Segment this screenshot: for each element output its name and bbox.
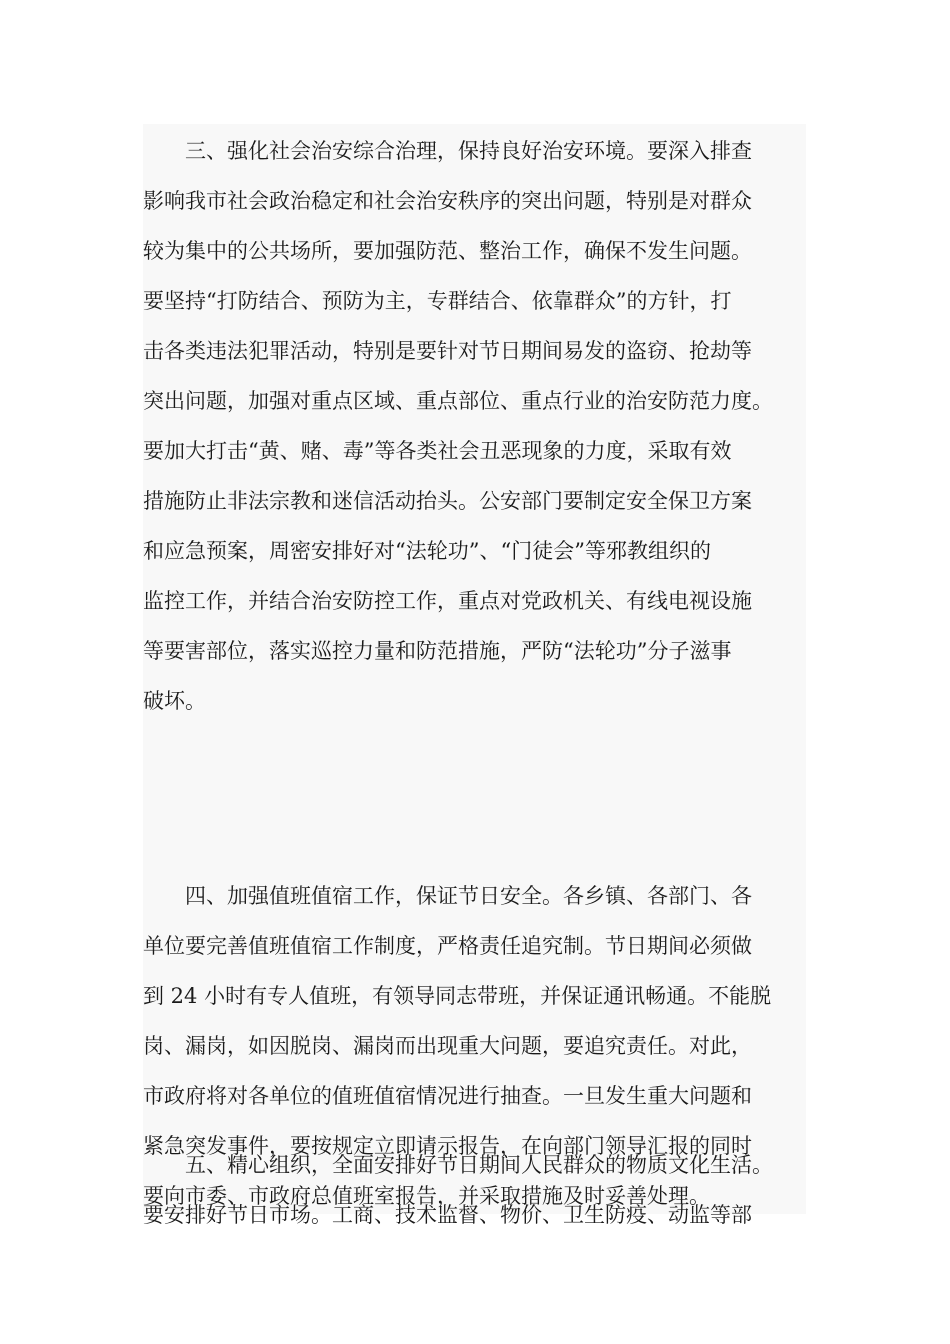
text-line: 紧急突发事件，要按规定立即请示报告，在向部门领导汇报的同时 — [143, 1134, 752, 1158]
text-line: 要向市委、市政府总值班室报告，并采取措施及时妥善处理。 — [143, 1184, 710, 1208]
text-line: 监控工作，并结合治安防控工作，重点对党政机关、有线电视设施 — [143, 589, 752, 613]
text-line: 到 24 小时有专人值班，有领导同志带班，并保证通讯畅通。不能脱 — [143, 984, 772, 1008]
paragraph-public-security — [143, 126, 806, 726]
text-line: 要安排好节日市场。工商、技术监督、物价、卫生防疫、动监等部 — [143, 1203, 752, 1227]
text-line: 措施防止非法宗教和迷信活动抬头。公安部门要制定安全保卫方案 — [143, 489, 752, 513]
text-line: 要坚持“打防结合、预防为主，专群结合、依靠群众”的方针，打 — [143, 289, 732, 313]
text-line: 破坏。 — [143, 689, 206, 713]
document-text-panel — [143, 124, 806, 1227]
text-line: 三、强化社会治安综合治理，保持良好治安环境。要深入排查 — [143, 139, 752, 163]
text-line: 影响我市社会政治稳定和社会治安秩序的突出问题，特别是对群众 — [143, 189, 752, 213]
text-line: 击各类违法犯罪活动，特别是要针对节日期间易发的盗窃、抢劫等 — [143, 339, 752, 363]
text-line: 和应急预案，周密安排好对“法轮功”、“门徒会”等邪教组织的 — [143, 539, 711, 563]
text-line: 市政府将对各单位的值班值宿情况进行抽查。一旦发生重大问题和 — [143, 1084, 752, 1108]
paragraph-holiday-life — [143, 1140, 806, 1240]
text-line: 单位要完善值班值宿工作制度，严格责任追究制。节日期间必须做 — [143, 934, 752, 958]
text-line: 较为集中的公共场所，要加强防范、整治工作，确保不发生问题。 — [143, 239, 752, 263]
text-line: 要加大打击“黄、赌、毒”等各类社会丑恶现象的力度，采取有效 — [143, 439, 732, 463]
text-line: 等要害部位，落实巡控力量和防范措施，严防“法轮功”分子滋事 — [143, 639, 732, 663]
text-line: 岗、漏岗，如因脱岗、漏岗而出现重大问题，要追究责任。对此， — [143, 1034, 752, 1058]
text-line: 四、加强值班值宿工作，保证节日安全。各乡镇、各部门、各 — [143, 884, 752, 908]
text-line: 突出问题，加强对重点区域、重点部位、重点行业的治安防范力度。 — [143, 389, 773, 413]
text-line: 五、精心组织，全面安排好节日期间人民群众的物质文化生活。 — [143, 1153, 773, 1177]
